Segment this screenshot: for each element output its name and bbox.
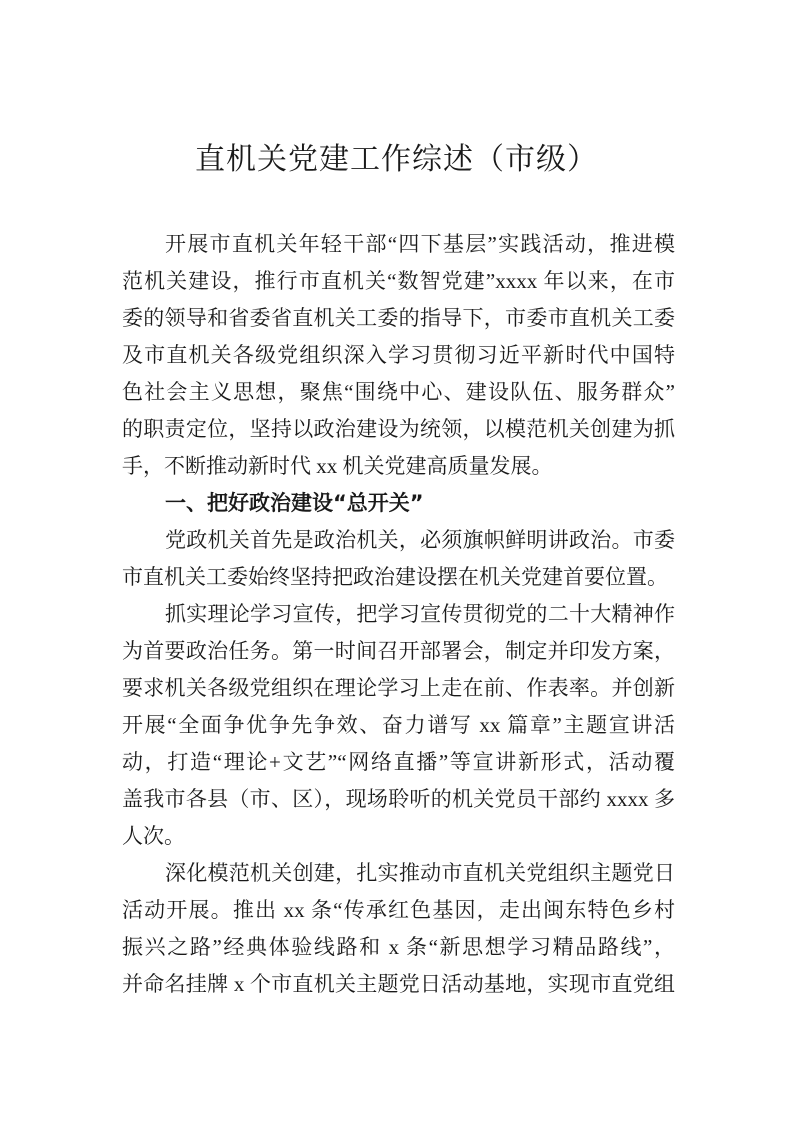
paragraph: [122, 522, 675, 596]
text-line: 抓实理论学习宣传，把学习宣传贯彻党的二十大精神作: [165, 602, 675, 626]
paragraph: [122, 855, 675, 1003]
document-body: [122, 226, 675, 1003]
text-line: 手，不断推动新时代 xx 机关党建高质量发展。: [122, 454, 553, 478]
text-line: 党政机关首先是政治机关，必须旗帜鲜明讲政治。市委: [165, 528, 675, 552]
text-line: 要求机关各级党组织在理论学习上走在前、作表率。并创新: [122, 676, 675, 700]
text-line: 开展“全面争优争先争效、奋力谱写 xx 篇章”主题宣讲活: [122, 713, 675, 737]
document-title: 直机关党建工作综述（市级）: [195, 143, 598, 176]
text-line: 人次。: [122, 824, 185, 848]
text-line: 开展市直机关年轻干部“四下基层”实践活动，推进模: [165, 232, 675, 256]
text-line: 并命名挂牌 x 个市直机关主题党日活动基地，实现市直党组: [122, 972, 675, 996]
paragraph: [122, 596, 675, 855]
text-line: 活动开展。推出 xx 条“传承红色基因，走出闽东特色乡村: [122, 898, 675, 922]
text-line: 市直机关工委始终坚持把政治建设摆在机关党建首要位置。: [122, 565, 668, 589]
text-line: 为首要政治任务。第一时间召开部署会，制定并印发方案，: [122, 639, 675, 663]
text-line: 深化模范机关创建，扎实推动市直机关党组织主题党日: [165, 861, 675, 885]
section-heading: [122, 485, 675, 522]
text-line: 色社会主义思想，聚焦“围绕中心、建设队伍、服务群众”: [122, 380, 675, 404]
text-line: 范机关建设，推行市直机关“数智党建”xxxx 年以来，在市: [122, 269, 675, 293]
text-line: 委的领导和省委省直机关工委的指导下，市委市直机关工委: [122, 306, 675, 330]
text-line: 振兴之路”经典体验线路和 x 条“新思想学习精品路线”，: [122, 935, 675, 959]
text-line: 及市直机关各级党组织深入学习贯彻习近平新时代中国特: [122, 343, 675, 367]
text-line: 动，打造“理论+文艺”“网络直播”等宣讲新形式，活动覆: [122, 750, 675, 774]
text-line: 盖我市各县（市、区），现场聆听的机关党员干部约 xxxx 多: [122, 787, 675, 811]
text-line: 一、把好政治建设“总开关”: [165, 491, 424, 515]
paragraph: [122, 226, 675, 485]
text-line: 的职责定位，坚持以政治建设为统领，以模范机关创建为抓: [122, 417, 675, 441]
